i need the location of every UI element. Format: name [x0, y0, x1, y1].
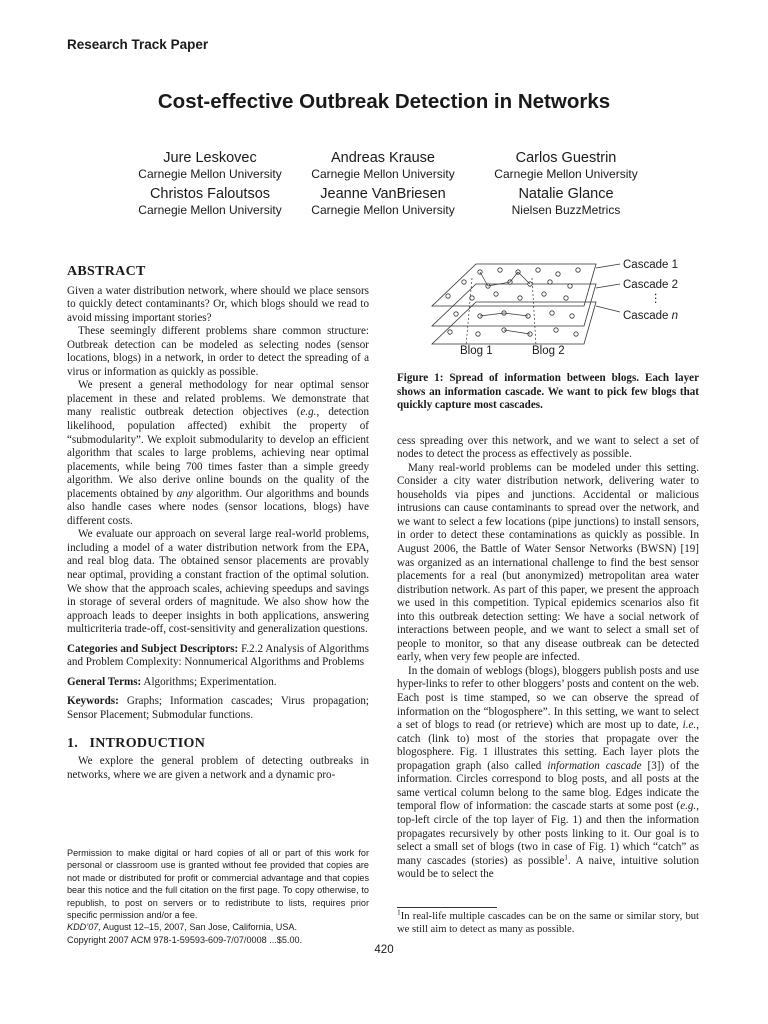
cascade-2-label: Cascade 2 [623, 279, 678, 291]
cascade-n-prefix: Cascade [623, 310, 672, 322]
cascade-1-label: Cascade 1 [623, 259, 678, 271]
left-column [67, 265, 369, 782]
author-affiliation: Carnegie Mellon University [138, 167, 282, 181]
abstract-paragraph: Given a water distribution network, where should we place sensors to quickly detect contaminants? Or, which blogs should we read to avoid missing important stories? [67, 284, 369, 324]
cascade-ellipsis: ⋮ [650, 293, 662, 305]
author-affiliation: Carnegie Mellon University [494, 167, 638, 181]
keywords-label: Keywords: [67, 695, 119, 708]
text-run: , detection likelihood, population affected) exhibit the property of “submodularity”. We exploit submodularity to develop an efficient algorithm that scales to large problems, achieving near optimal placements, while being 700 times faster than a simple greedy algorithm. We also derive online bounds on the quality of the placements obtained by [67, 406, 369, 500]
author-name: Natalie Glance [518, 186, 614, 202]
cascade-figure [420, 258, 710, 362]
general-terms-label: General Terms: [67, 675, 142, 688]
cascade-n-variable: n [671, 310, 678, 322]
intro-heading: 1. INTRODUCTION [67, 735, 206, 751]
footnote-rule [397, 907, 497, 908]
author-affiliation: Carnegie Mellon University [311, 167, 455, 181]
cascade-layer [432, 284, 596, 326]
author-name: Jure Leskovec [163, 150, 257, 166]
text-run: We present a general methodology for near optimal sensor placement in these and related problems. We demonstrate that many realistic outbreak detection objectives ( [67, 379, 369, 419]
italic-text: any [176, 487, 193, 500]
italic-text: information cascade [547, 759, 642, 772]
paper-title: Cost-effective Outbreak Detection in Networks [157, 90, 611, 113]
copyright-notice [67, 847, 369, 946]
categories-label: Categories and Subject Descriptors: [67, 642, 239, 655]
body-paragraph: Many real-world problems can be modeled under this setting. Consider a city water distribution network, delivering water to households via pipes and junctions. Accidental or malicious intrusions can cause contaminants to spread over the network, and we want to select a few locations (pipe junctions) to install sensors, in order to detect these contaminations as quickly as possible. In August 2006, the Battle of Water Sensor Networks (BWSN) [19] was organized as an international challenge to find the best sensor placements for a real (but anonymized) metropolitan area water distribution network. As part of this paper, we present the approach we used in this competition. Typical epidemics scenarios also fit into this outbreak detection setting: We have a social network of interactions between people, and we want to select a small set of people to monitor, so that any disease outbreak can be detected early, when very few people are infected. [397, 461, 699, 664]
author-block [461, 186, 671, 217]
venue-name: KDD’07, [67, 922, 101, 933]
footnote-number: 1 [397, 907, 401, 917]
italic-text: i.e. [682, 719, 697, 732]
body-paragraph [397, 665, 699, 882]
categories-line [67, 643, 369, 670]
author-block [278, 186, 488, 217]
right-column [397, 372, 699, 882]
text-run: [3]) of the information. Circles correspond to blog posts, and all posts at the same vertical column belong to the same blog. Edges indicate the temporal flow of information: the cascade starts at some post ( [397, 759, 699, 813]
body-paragraph: cess spreading over this network, and we want to select a set of nodes to detect the process as effectively as possible. [397, 434, 699, 461]
author-affiliation: Nielsen BuzzMetrics [511, 203, 621, 217]
categories-text: F.2.2 Analysis of Algorithms and Problem Complexity: Nonnumerical Algorithms and Problems [67, 642, 370, 669]
footnote [397, 907, 699, 936]
track-label: Research Track Paper [67, 37, 209, 52]
author-name: Carlos Guestrin [515, 150, 617, 166]
abstract-paragraph: We evaluate our approach on several large real-world problems, including a model of a water distribution network from the EPA, and real blog data. The obtained sensor placements are provably near optimal, providing a constant fraction of the optimal solution. We show that the approach scales, achieving speedups and savings in storage of several orders of magnitude. We also show how the approach leads to deeper insights in both applications, answering multicriteria trade-off, cost-sensitivity and generalization questions. [67, 528, 369, 636]
cascade-n-label [623, 310, 678, 322]
text-run: algorithm. Our algorithms and bounds also handle cases where nodes (sensor locations, blogs) have different costs. [67, 487, 369, 527]
venue-details: August 12–15, 2007, San Jose, California, USA. [100, 922, 298, 933]
keywords-line [67, 695, 369, 722]
abstract-paragraph [67, 379, 369, 528]
venue-line [67, 921, 369, 933]
cascade-layer [432, 302, 596, 344]
general-terms-line [67, 676, 369, 690]
footnote-marker: 1 [564, 851, 569, 861]
intro-paragraph: We explore the general problem of detecting outbreaks in networks, where we are given a network and a dynamic pro- [67, 755, 369, 781]
figure-caption: Figure 1: Spread of information between blogs. Each layer shows an information cascade. We want to pick few blogs that quickly capture most cascades. [397, 372, 699, 412]
blog-column-guide [532, 278, 536, 346]
text-run: , catch (link to) most of the stories that propagate over the blogosphere. Fig. 1 illustrates this setting. Each layer plots the propagation graph (also called [397, 719, 699, 772]
text-run: , top-left circle of the top layer of Fig. 1) and then the information propagates recursively by other posts linking to it. Our goal is to select a small set of blogs (two in case of Fig. 1) which “catch” as many cascades (stories) as possible [397, 800, 699, 867]
abstract-heading: ABSTRACT [67, 264, 146, 279]
permission-text: Permission to make digital or hard copies of all or part of this work for personal or classroom use is granted without fee provided that copies are not made or distributed for profit or commercial advantage and that copies bear this notice and the full citation on the first page. To copy otherwise, to republish, to post on servers or to redistribute to lists, requires prior specific permission and/or a fee. [67, 848, 369, 921]
author-name: Christos Faloutsos [149, 186, 271, 202]
page-number: 420 [374, 944, 394, 956]
copyright-line: Copyright 2007 ACM 978-1-59593-609-7/07/0008 ...$5.00. [67, 934, 303, 945]
blog-1-label: Blog 1 [460, 345, 493, 357]
author-block [278, 150, 488, 181]
blog-2-label: Blog 2 [532, 345, 565, 357]
text-run: . A naive, intuitive solution would be to select the [397, 854, 699, 881]
author-affiliation: Carnegie Mellon University [311, 203, 455, 217]
author-name: Jeanne VanBriesen [320, 186, 446, 202]
italic-text: e.g. [300, 406, 317, 419]
footnote-text: In real-life multiple cascades can be on the same or similar story, but we still aim to detect as many as possible. [397, 911, 699, 935]
italic-text: e.g. [680, 800, 697, 813]
text-run: In the domain of weblogs (blogs), bloggers publish posts and use hyper-links to refer to other bloggers’ posts and content on the web. Each post is time stamped, so we can observe the spread of information on the “blogosphere”. In this setting, we want to select a set of blogs to read (or retrieve) which are most up to date, [397, 664, 699, 732]
keywords-text: Graphs; Information cascades; Virus propagation; Sensor Placement; Submodular functions. [67, 695, 369, 721]
author-block [461, 150, 671, 181]
general-terms-text: Algorithms; Experimentation. [141, 675, 277, 688]
abstract-paragraph: These seemingly different problems share common structure: Outbreak detection can be modeled as selecting nodes (sensor locations, blogs) in a network, in order to detect the spreading of a virus or information as quickly as possible. [67, 325, 369, 378]
author-affiliation: Carnegie Mellon University [138, 203, 282, 217]
author-name: Andreas Krause [331, 150, 435, 166]
